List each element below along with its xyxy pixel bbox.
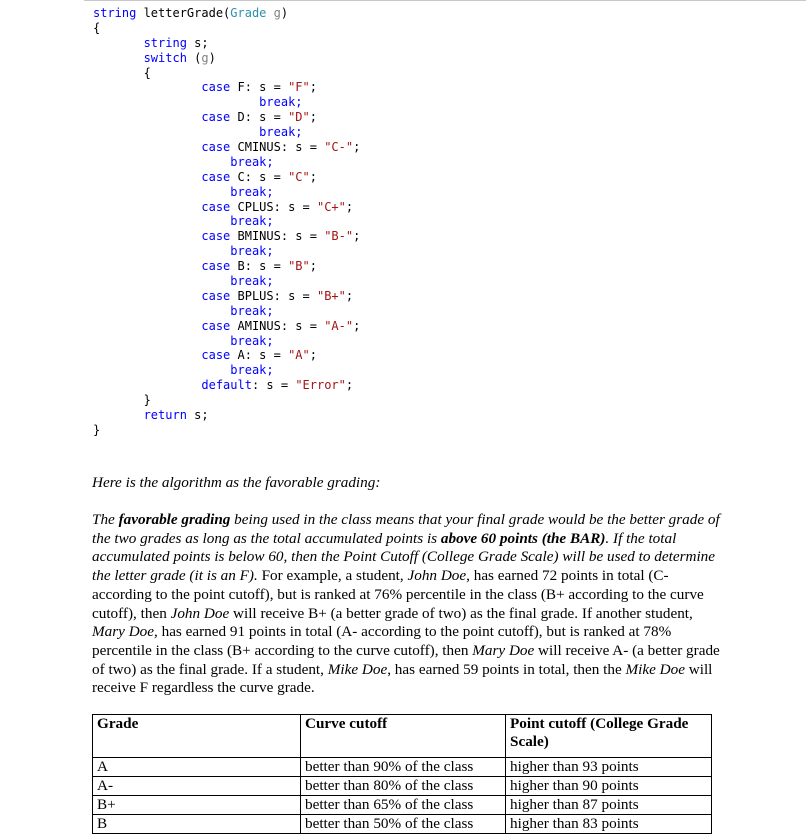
- code-token: case: [201, 140, 231, 155]
- code-token: break;: [230, 154, 274, 169]
- text-run: Mary Doe: [472, 641, 535, 659]
- table-row: [93, 758, 712, 777]
- code-token: ;: [353, 140, 361, 155]
- code-token: switch: [143, 50, 187, 65]
- code-line-break: [93, 244, 360, 259]
- code-token: break;: [259, 95, 303, 110]
- code-token: "B": [288, 259, 310, 274]
- code-line: [93, 36, 360, 51]
- code-token: ): [208, 50, 216, 65]
- code-token: break;: [230, 303, 274, 318]
- table-header-row: [93, 715, 712, 758]
- code-line-case: [93, 170, 360, 185]
- code-line-break: [93, 125, 360, 140]
- code-line-case: [93, 140, 360, 155]
- code-token: "C+": [316, 199, 346, 214]
- cell-grade: B: [93, 815, 301, 834]
- code-token: {: [93, 20, 101, 35]
- code-token: case: [201, 318, 231, 333]
- code-token: BMINUS: s =: [230, 229, 325, 244]
- code-token: break;: [230, 363, 274, 378]
- code-token: string: [93, 6, 137, 20]
- code-token: "D": [288, 110, 310, 125]
- table-row: [93, 815, 712, 834]
- text-run: Mike Doe: [625, 660, 685, 678]
- code-line-case: [93, 200, 360, 215]
- code-token: "F": [288, 80, 310, 95]
- code-line-return: [93, 408, 360, 423]
- header-curve-cutoff: Curve cutoff: [301, 715, 506, 758]
- code-token: {: [143, 65, 151, 80]
- cell-grade: A: [93, 758, 301, 777]
- text-run: Mary Doe: [92, 623, 154, 641]
- code-token: CMINUS: s =: [230, 140, 325, 155]
- code-token: string: [143, 35, 187, 50]
- text-run: will receive A- (a better grade of two) as the final grade. If a student,: [92, 641, 720, 678]
- text-run: Mike Doe: [327, 660, 388, 678]
- text-run: John Doe: [170, 604, 230, 622]
- code-token: case: [201, 348, 231, 363]
- code-token: case: [201, 169, 231, 184]
- code-token: ;: [345, 199, 354, 214]
- header-grade: Grade: [93, 715, 301, 758]
- text-run: John Doe: [407, 567, 467, 585]
- cell-curve: better than 50% of the class: [301, 815, 506, 834]
- page-top-divider: [84, 0, 806, 1]
- code-token: case: [201, 80, 231, 95]
- section-heading: Here is the algorithm as the favorable grading:: [92, 474, 381, 491]
- code-line-case: [93, 289, 360, 304]
- text-run: The: [92, 511, 119, 528]
- code-line: [93, 66, 360, 81]
- text-run: For example, a student,: [257, 567, 408, 585]
- cell-curve: better than 65% of the class: [301, 796, 506, 815]
- code-token: CPLUS: s =: [230, 199, 317, 214]
- cell-point: higher than 83 points: [506, 815, 712, 834]
- grade-table: [92, 714, 712, 834]
- code-token: case: [201, 288, 231, 303]
- code-line-default: [93, 378, 360, 393]
- code-token: break;: [230, 333, 274, 348]
- code-line: [93, 21, 360, 36]
- code-token: ;: [309, 348, 317, 363]
- code-token: "B+": [316, 288, 346, 303]
- text-run: will receive F regardless the curve grade.: [92, 660, 713, 697]
- code-token: "C": [288, 169, 310, 184]
- code-token: BPLUS: s =: [230, 288, 317, 303]
- code-token: case: [201, 259, 231, 274]
- code-token: ): [280, 6, 289, 20]
- cell-curve: better than 80% of the class: [301, 777, 506, 796]
- cell-grade: B+: [93, 796, 301, 815]
- text-run: , has earned 59 points in total, then the: [387, 660, 626, 678]
- code-token: g: [266, 6, 281, 20]
- text-run: favorable grading: [118, 511, 231, 528]
- code-token: ;: [345, 288, 354, 303]
- code-token: }: [93, 422, 101, 437]
- code-token: g: [201, 50, 209, 65]
- code-token: C: s =: [230, 169, 289, 184]
- code-token: : s =: [251, 378, 296, 393]
- text-run: , has earned 91 points in total (A- according to the point cutoff), but is ranked at 78% percentile in the class (B+ according to the curve cutoff), then: [92, 623, 672, 659]
- explanation-paragraph: [92, 511, 722, 698]
- code-token: s;: [186, 408, 209, 423]
- code-line-break: [93, 185, 360, 200]
- code-token: "A": [288, 348, 310, 363]
- cell-point: higher than 93 points: [506, 758, 712, 777]
- code-line-break: [93, 304, 360, 319]
- code-token: (: [186, 50, 202, 65]
- code-token: A: s =: [230, 348, 289, 363]
- code-token: AMINUS: s =: [230, 318, 325, 333]
- code-token: ;: [353, 229, 361, 244]
- code-token: Grade: [230, 6, 267, 20]
- code-line-break: [93, 95, 360, 110]
- code-line: [93, 423, 360, 438]
- code-token: break;: [259, 125, 303, 140]
- code-token: }: [143, 393, 151, 408]
- code-token: case: [201, 199, 231, 214]
- code-token: break;: [230, 244, 274, 259]
- code-line-signature: [93, 6, 360, 21]
- code-token: "A-": [324, 318, 354, 333]
- code-line: [93, 51, 360, 66]
- code-token: ;: [309, 110, 317, 125]
- code-line-case: [93, 229, 360, 244]
- text-run: will receive B+ (a better grade of two) as the final grade. If another student,: [229, 604, 693, 622]
- code-line-case: [93, 110, 360, 125]
- code-line-break: [93, 274, 360, 289]
- cell-point: higher than 87 points: [506, 796, 712, 815]
- code-token: case: [201, 110, 231, 125]
- table-row: [93, 796, 712, 815]
- code-token: default: [201, 378, 252, 393]
- code-block: [93, 6, 360, 438]
- cell-grade: A-: [93, 777, 301, 796]
- table-row: [93, 777, 712, 796]
- code-token: break;: [230, 274, 274, 289]
- code-token: "B-": [324, 229, 354, 244]
- cell-point: higher than 90 points: [506, 777, 712, 796]
- code-line-break: [93, 334, 360, 349]
- cell-curve: better than 90% of the class: [301, 758, 506, 777]
- text-run: , has earned 72 points in total (C- according to the point cutoff), but is ranked at 76% percentile in the class (B+ according to the curve cutoff), then: [92, 567, 704, 622]
- code-token: "C-": [324, 140, 354, 155]
- code-token: B: s =: [230, 259, 289, 274]
- code-token: break;: [230, 214, 274, 229]
- header-point-cutoff: Point cutoff (College Grade Scale): [506, 715, 712, 758]
- code-token: return: [143, 408, 187, 423]
- code-line-case: [93, 80, 360, 95]
- text-run: being used in the class means that your final grade would be the better grade of the two grades as long as the total accumulated points is: [92, 511, 720, 547]
- code-line-break: [93, 155, 360, 170]
- code-token: case: [201, 229, 231, 244]
- code-token: ;: [345, 378, 354, 393]
- code-token: ;: [309, 169, 317, 184]
- code-line-case: [93, 259, 360, 274]
- text-run: above 60 points (the BAR): [440, 529, 606, 547]
- code-line-case: [93, 348, 360, 363]
- code-line-case: [93, 319, 360, 334]
- code-line: [93, 393, 360, 408]
- code-token: F: s =: [230, 80, 289, 95]
- code-token: D: s =: [230, 110, 289, 125]
- code-token: "Error": [295, 378, 346, 393]
- code-line-break: [93, 214, 360, 229]
- text-run: . If the total accumulated points is below 60, then the Point Cutoff (College Grade Scale) will be used to determine the letter grade (it is an F).: [92, 529, 716, 585]
- code-line-break: [93, 363, 360, 378]
- code-token: s;: [186, 35, 209, 50]
- code-token: letterGrade(: [136, 6, 231, 20]
- code-token: ;: [353, 318, 361, 333]
- code-token: break;: [230, 184, 274, 199]
- code-token: ;: [309, 259, 317, 274]
- code-token: ;: [309, 80, 317, 95]
